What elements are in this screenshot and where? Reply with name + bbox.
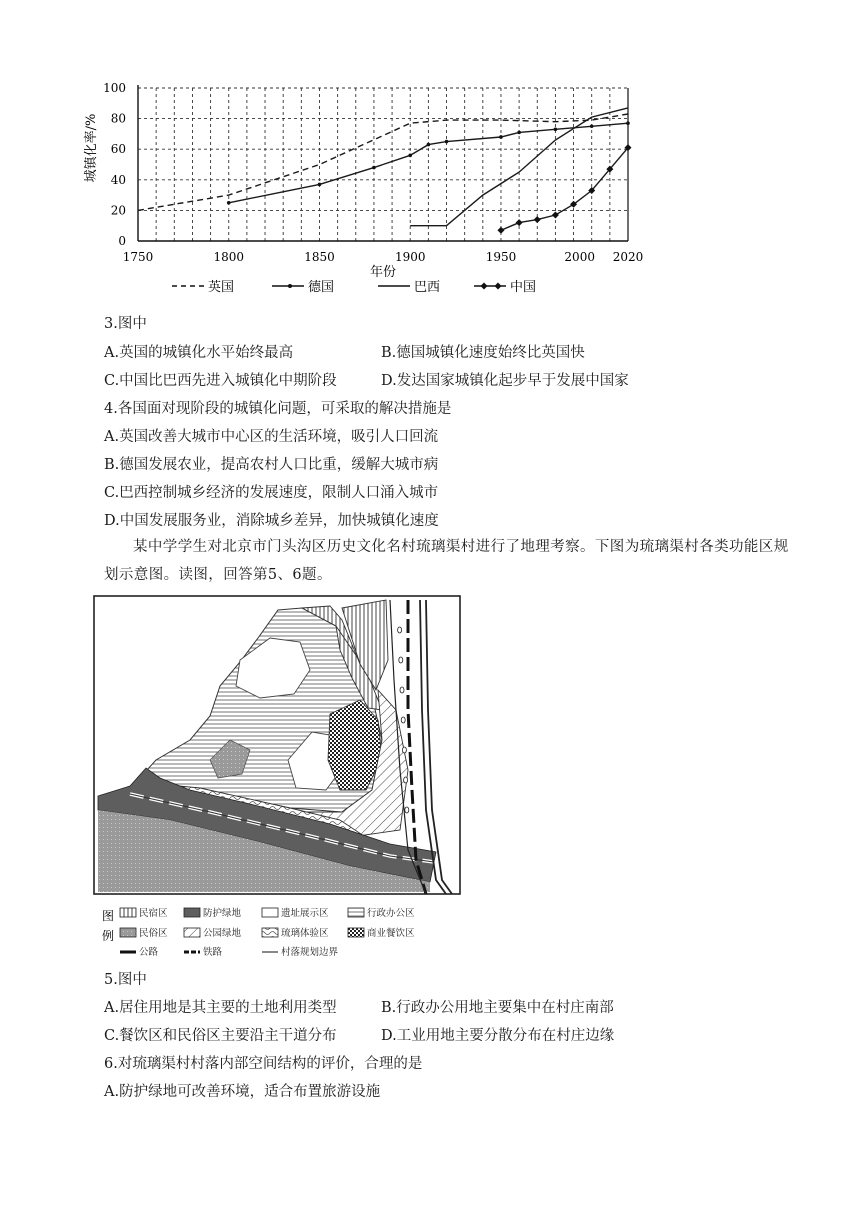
y-tick-label: 60 bbox=[110, 142, 126, 157]
chart-legend bbox=[172, 279, 536, 295]
intro-paragraph: 某中学学生对北京市门头沟区历史文化名村琉璃渠村进行了地理考察。下图为琉璃渠村各类功能区规划示意图。读图，回答第5、6题。 bbox=[104, 539, 789, 583]
legend-label: 商业餐饮区 bbox=[367, 928, 415, 939]
legend-label: 民宿区 bbox=[139, 908, 168, 919]
legend-label: 德国 bbox=[308, 280, 335, 295]
map-legend bbox=[102, 907, 415, 958]
series-point bbox=[372, 166, 376, 170]
q4-stem: 4.各国面对现阶段的城镇化问题，可采取的解决措施是 bbox=[104, 401, 452, 417]
x-tick-label: 1800 bbox=[213, 250, 245, 264]
legend-swatch bbox=[348, 928, 364, 937]
chart-axes bbox=[138, 85, 628, 241]
q6-option-a: A.防护绿地可改善环境，适合布置旅游设施 bbox=[104, 1084, 381, 1100]
legend-swatch bbox=[262, 908, 278, 917]
series-point-diamond bbox=[497, 227, 504, 234]
q5-option-b: B.行政办公用地主要集中在村庄南部 bbox=[381, 1000, 614, 1016]
x-tick-label: 2020 bbox=[612, 250, 644, 264]
series-point bbox=[499, 135, 503, 139]
series-point-diamond bbox=[534, 216, 541, 223]
legend-label: 遗址展示区 bbox=[281, 908, 329, 919]
series-point bbox=[626, 121, 630, 125]
series-point bbox=[318, 183, 322, 187]
y-axis-label: 城镇化率/% bbox=[84, 113, 99, 183]
q3-option-d: D.发达国家城镇化起步早于发展中国家 bbox=[381, 373, 629, 389]
urbanization-chart bbox=[0, 0, 860, 310]
q3-option-c: C.中国比巴西先进入城镇化中期阶段 bbox=[104, 373, 337, 389]
y-tick-label: 100 bbox=[103, 81, 126, 95]
legend-label: 英国 bbox=[208, 280, 235, 295]
series-point bbox=[427, 143, 431, 147]
legend-label: 村落规划边界 bbox=[281, 947, 339, 958]
x-axis-label: 年份 bbox=[369, 265, 397, 280]
q3-option-a: A.英国的城镇化水平始终最高 bbox=[104, 345, 294, 361]
q3-stem: 3.图中 bbox=[104, 316, 147, 332]
legend-swatch bbox=[120, 908, 136, 917]
q4-option-d: D.中国发展服务业，消除城乡差异，加快城镇化速度 bbox=[104, 513, 439, 529]
chart-series bbox=[138, 108, 632, 234]
q6-stem: 6.对琉璃渠村村落内部空间结构的评价，合理的是 bbox=[104, 1056, 423, 1072]
q5-stem: 5.图中 bbox=[104, 972, 147, 988]
series-point bbox=[408, 154, 412, 158]
series-line-diamond bbox=[501, 148, 628, 231]
q4-option-a: A.英国改善大城市中心区的生活环境，吸引人口回流 bbox=[104, 429, 439, 445]
series-point-diamond bbox=[516, 219, 523, 226]
q4-option-b: B.德国发展农业，提高农村人口比重，缓解大城市病 bbox=[104, 457, 439, 473]
y-tick-label: 0 bbox=[118, 234, 126, 248]
q5-option-c: C.餐饮区和民俗区主要沿主干道分布 bbox=[104, 1028, 337, 1044]
legend-label: 巴西 bbox=[414, 280, 441, 295]
y-tick-label: 20 bbox=[110, 203, 126, 218]
legend-label: 行政办公区 bbox=[367, 908, 415, 919]
legend-label: 防护绿地 bbox=[203, 908, 242, 919]
legend-label: 铁路 bbox=[203, 947, 223, 958]
legend-label: 民俗区 bbox=[139, 928, 168, 939]
legend-label: 中国 bbox=[510, 280, 537, 295]
x-tick-label: 1850 bbox=[304, 250, 335, 264]
legend-head-1: 图 bbox=[102, 909, 115, 923]
legend-head-2: 例 bbox=[102, 929, 115, 943]
q3-option-b: B.德国城镇化速度始终比英国快 bbox=[381, 345, 585, 361]
q4-option-c: C.巴西控制城乡经济的发展速度，限制人口涌入城市 bbox=[104, 485, 439, 501]
q5-option-a: A.居住用地是其主要的土地利用类型 bbox=[104, 1000, 337, 1016]
y-tick-label: 80 bbox=[110, 111, 126, 126]
x-tick-label: 1950 bbox=[485, 250, 517, 264]
legend-swatch bbox=[184, 928, 200, 937]
legend-swatch bbox=[348, 908, 364, 917]
x-tick-label: 2000 bbox=[564, 250, 595, 264]
series-point bbox=[227, 201, 231, 205]
series-point bbox=[445, 140, 449, 144]
chart-ticks bbox=[103, 81, 643, 264]
legend-label: 公园绿地 bbox=[203, 928, 242, 939]
legend-swatch bbox=[120, 928, 136, 937]
legend-swatch bbox=[184, 908, 200, 917]
legend-swatch bbox=[262, 928, 278, 937]
x-tick-label: 1750 bbox=[122, 250, 154, 264]
village-plan-map bbox=[90, 590, 470, 970]
series-point bbox=[590, 124, 594, 128]
legend-label: 琉璃体验区 bbox=[281, 928, 329, 939]
legend-label: 公路 bbox=[139, 947, 159, 958]
x-tick-label: 1900 bbox=[394, 250, 426, 264]
series-point bbox=[554, 128, 558, 132]
q5-option-d: D.工业用地主要分散分布在村庄边缘 bbox=[381, 1028, 615, 1044]
series-point-diamond bbox=[552, 211, 559, 218]
series-point bbox=[517, 131, 521, 135]
y-tick-label: 40 bbox=[110, 172, 126, 187]
